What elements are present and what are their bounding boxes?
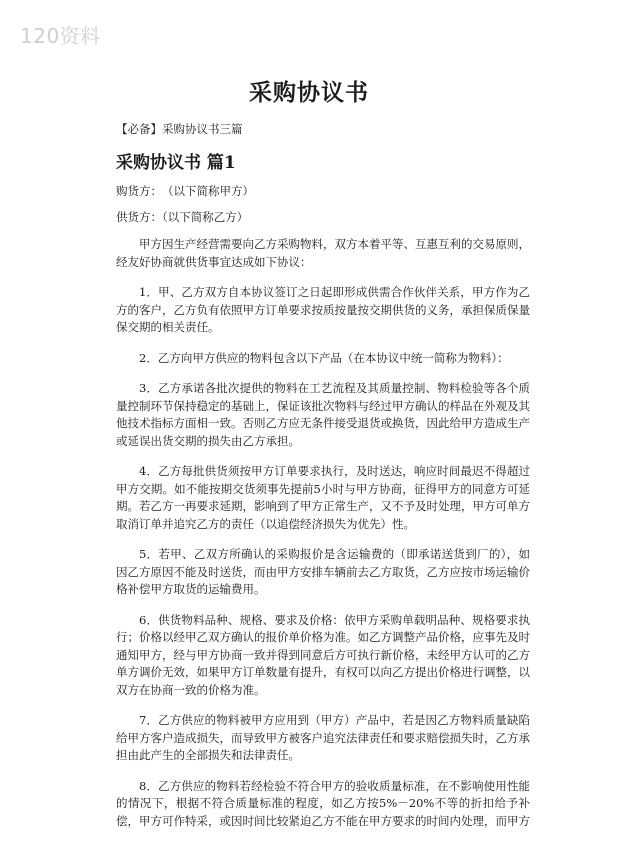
clause-7: 7．乙方供应的物料被甲方应用到（甲方）产品中，若是因乙方物料质量缺陷给甲方客户造成损失，而导致甲方被客户追究法律责任和要求赔偿损失时，乙方承担由此产生的全部损失和法律责任。: [116, 713, 530, 762]
clause-6: 6．供货物料品种、规格、要求及价格：依甲方采购单载明品种、规格要求执行；价格以经甲乙双方确认的报价单价格为准。如乙方调整产品价格，应事先及时通知甲方，经与甲方协商一致并得到同意后方可执行新价格，未经甲方认可的乙方单方调价无效，如果甲方订单数量有提升，有权可以向乙方提出价格进行调整，以双方在协商一致的价格为准。: [116, 612, 530, 697]
collection-note: 【必备】采购协议书三篇: [116, 122, 243, 136]
clause-2: 2．乙方向甲方供应的物料包含以下产品（在本协议中统一简称为物料）：: [139, 350, 509, 365]
clause-5: 5．若甲、乙双方所确认的采购报价是含运输费的（即承诺送货到厂的），如因乙方原因不能及时送货，而由甲方安排车辆前去乙方取货，乙方应按市场运输价格补偿甲方取货的运输费用。: [116, 547, 530, 596]
watermark-logo: 120资料: [20, 24, 101, 48]
supplier-line: 供货方：（以下简称乙方）: [116, 210, 249, 224]
buyer-line: 购货方： （以下简称甲方）: [116, 184, 254, 198]
clause-4: 4．乙方每批供货须按甲方订单要求执行，及时送达，响应时间最迟不得超过甲方交期。如不能按期交货须事先提前5小时与甲方协商，征得甲方的同意方可延期。若乙方一再要求延期，影响到了甲方正常生产，又不予及时处理，甲方可单方取消订单并追究乙方的责任（以追偿经济损失为优先）性。: [116, 464, 530, 531]
intro-paragraph: 甲方因生产经营需要向乙方采购物料，双方本着平等、互惠互利的交易原则，经友好协商就供货事宜达成如下协议：: [116, 237, 530, 269]
section-heading: 采购协议书 篇1: [116, 153, 236, 173]
clause-3: 3．乙方承诺各批次提供的物料在工艺流程及其质量控制、物料检验等各个质量控制环节保持稳定的基础上，保证该批次物料与经过甲方确认的样品在外观及其他技术指标方面相一致。否则乙方应无条件接受退货或换货，因此给甲方造成生产或延误出货交期的损失由乙方承担。: [116, 381, 530, 448]
clause-1: 1．甲、乙方双方自本协议签订之日起即形成供需合作伙伴关系，甲方作为乙方的客户，乙方负有依照甲方订单要求按质按量按交期供货的义务，承担保质保量保交期的相关责任。: [116, 285, 530, 334]
document-title: 采购协议书: [249, 79, 369, 106]
clause-8: 8．乙方供应的物料若经检验不符合甲方的验收质量标准，在不影响使用性能的情况下，根据不符合质量标准的程度，如乙方按5%－20%不等的折扣给予补偿，甲方可作特采，或因时间比较紧迫乙方不能在甲方要求的时间内处理，而甲方: [116, 778, 530, 828]
agreement-body: [116, 236, 530, 843]
